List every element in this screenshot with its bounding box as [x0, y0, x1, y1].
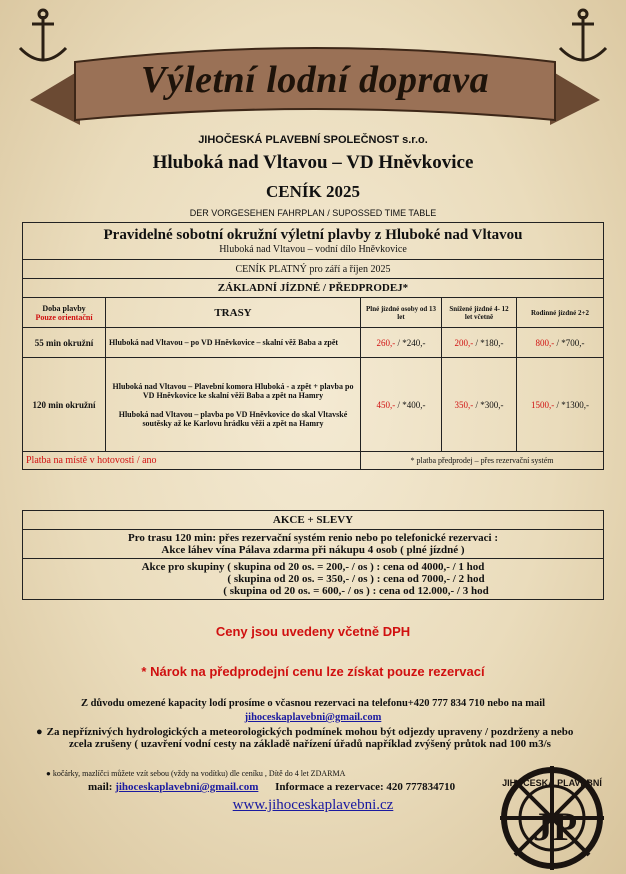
col-duration-note: Pouze orientační — [35, 312, 93, 322]
akce-box — [22, 510, 604, 600]
basic-fare: ZÁKLADNÍ JÍZDNÉ / PŘEDPRODEJ* — [23, 279, 604, 298]
price-reduced-presale: / *300,- — [473, 399, 504, 410]
price-full-presale: / *240,- — [395, 337, 426, 348]
price-reduced: 200,- — [454, 337, 474, 348]
presale-note: * Nárok na předprodejní cenu lze získat pouze rezervací — [141, 664, 485, 679]
info-label: Informace a rezervace: 420 777834710 — [275, 781, 456, 793]
route: Hluboká nad Vltavou – Plavební komora Hluboká - a zpět + plavba po VD Hněvkovice ke skalní věži Baba a zpět na Hamry — [112, 381, 354, 400]
group-offer-3: ( skupina od 20 os. = 600,- / os ) : cena od 12.000,- / 3 hod — [223, 585, 489, 597]
price-table — [22, 222, 604, 470]
subtitle-de-en: DER VORGESEHEN FAHRPLAN / SUPOSSED TIME TABLE — [189, 208, 437, 218]
vat-note: Ceny jsou uvedeny včetně DPH — [215, 624, 411, 639]
logo-text: JIHOČESKÁ PLAVEBNÍ — [502, 778, 602, 788]
col-routes: TRASY — [106, 298, 361, 328]
price-reduced-presale: / *180,- — [473, 337, 504, 348]
banner-title: Výletní lodní doprava — [140, 59, 490, 101]
email-link[interactable]: jihoceskaplavebni@gmail.com — [244, 712, 382, 723]
price-reduced: 350,- — [454, 399, 474, 410]
website-link[interactable]: www.jihoceskaplavebni.cz — [232, 797, 394, 813]
col-duration: Doba plavby — [42, 303, 86, 313]
group-offer-2: ( skupina od 20 os. = 350,- / os ) : cena od 7000,- / 2 hod — [227, 573, 485, 585]
duration: 120 min okružní — [23, 358, 106, 452]
akce-title: AKCE + SLEVY — [23, 511, 603, 530]
duration: 55 min okružní — [23, 328, 106, 358]
price-full: 260,- — [376, 337, 396, 348]
table-row — [23, 358, 604, 452]
col-family: Rodinné jízdné 2+2 — [517, 298, 604, 328]
bullet-icon: ● — [46, 769, 51, 778]
weather-note-block — [36, 726, 580, 750]
mail-label: mail: — [88, 781, 116, 793]
stroller-note: kočárky, mazlíčci můžete vzít sebou (vždy na vodítku) dle ceníku , Dítě do 4 let ZDARMA — [52, 769, 346, 778]
akce-line2: Akce láhev vína Pálava zdarma při nákupu 4 osob ( plné jízdné ) — [161, 544, 465, 556]
route-title: Hluboká nad Vltavou – VD Hněvkovice — [152, 152, 474, 173]
route: Hluboká nad Vltavou – po VD Hněvkovice – skalní věž Baba a zpět — [106, 328, 361, 358]
price-full: 450,- — [376, 399, 396, 410]
company-logo — [497, 762, 607, 870]
col-reduced: Snížené jízdné 4- 12 let včetně — [442, 298, 517, 328]
logo-letters: JP — [532, 804, 578, 849]
table-heading: Pravidelné sobotní okružní výletní plavby z Hluboké nad Vltavou — [103, 227, 523, 243]
group-offer-1: Akce pro skupiny ( skupina od 20 os. = 200,- / os ) : cena od 4000,- / 1 hod — [141, 561, 485, 573]
contact-line — [88, 781, 455, 793]
price-full-presale: / *400,- — [395, 399, 426, 410]
price-family: 800,- — [535, 337, 555, 348]
pricelist-title: CENÍK 2025 — [266, 182, 360, 201]
bullet-icon: ● — [36, 726, 43, 738]
table-row — [23, 328, 604, 358]
company-name: JIHOČESKÁ PLAVEBNÍ SPOLEČNOST s.r.o. — [198, 134, 428, 146]
payment-note: Platba na místě v hotovosti / ano — [23, 452, 361, 470]
stroller-note-block — [46, 769, 345, 778]
price-family: 1500,- — [531, 399, 555, 410]
contact-email-link[interactable]: jihoceskaplavebni@gmail.com — [115, 781, 259, 793]
weather-note: Za nepříznivých hydrologických a meteorologických podmínek mohou být odjezdy upraveny / pozdrženy a nebo zcela zrušeny ( uzavření vodní cesty na základě nařízení úřadů například zvýšený průtok nad 100 m3/s — [46, 726, 574, 750]
capacity-note: Z důvodu omezené kapacity lodí prosíme o včasnou rezervaci na telefonu+420 777 834 710 nebo na mail — [80, 698, 546, 709]
price-family-presale: / *700,- — [554, 337, 585, 348]
presale-footnote: * platba předprodej – přes rezervační systém — [361, 452, 604, 470]
table-subheading: Hluboká nad Vltavou – vodní dílo Hněvkovice — [219, 244, 407, 255]
col-full: Plné jízdné osoby od 13 let — [361, 298, 442, 328]
akce-line1: Pro trasu 120 min: přes rezervační systém renio nebo po telefonické rezervaci : — [127, 532, 499, 544]
route-alt: Hluboká nad Vltavou – plavba po VD Hněvkovice do skal Vltavské soutěsky až ke Karlovu hrádku věži a zpět na Hamry — [118, 409, 348, 428]
validity: CENÍK PLATNÝ pro září a říjen 2025 — [23, 260, 604, 279]
price-family-presale: / *1300,- — [554, 399, 589, 410]
